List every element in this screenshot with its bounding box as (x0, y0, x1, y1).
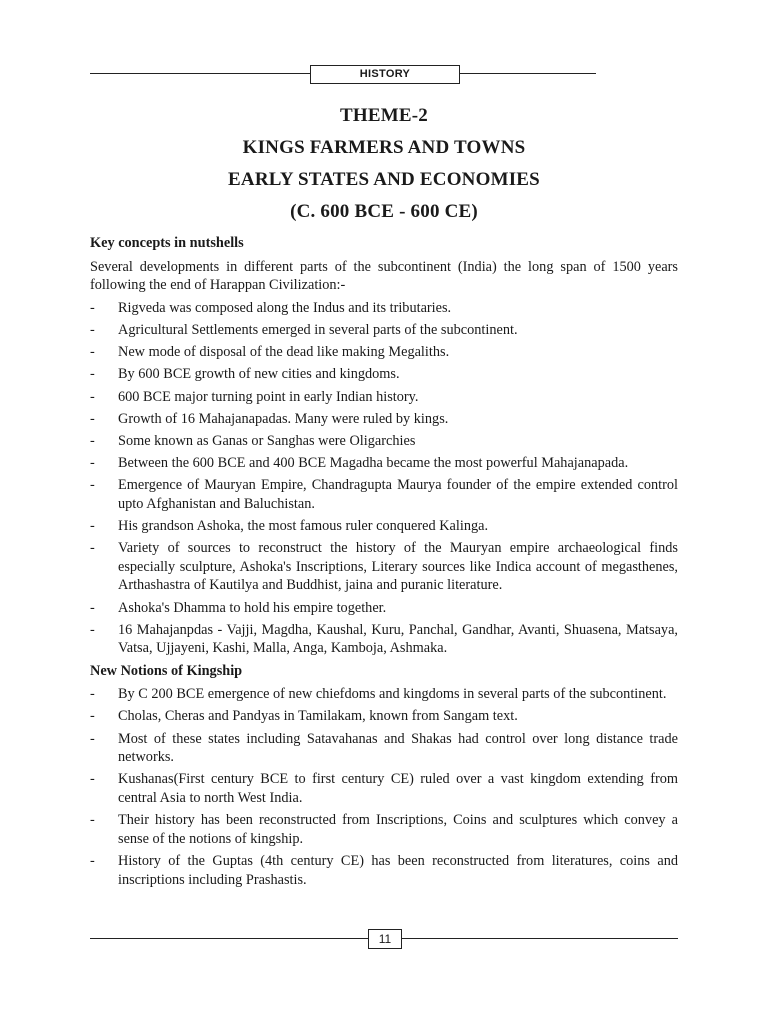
list-item-text: Agricultural Settlements emerged in several parts of the subcontinent. (118, 321, 518, 338)
chapter-subtitle: EARLY STATES AND ECONOMIES (228, 169, 540, 190)
list-item (90, 852, 678, 889)
list-item (90, 730, 678, 767)
list-item (90, 410, 678, 429)
key-concepts-list (90, 299, 678, 658)
list-item-text: History of the Guptas (4th century CE) has been reconstructed from literatures, coins and inscriptions including Prashastis. (118, 852, 678, 888)
list-item-text: Ashoka's Dhamma to hold his empire together. (118, 599, 387, 616)
list-item (90, 517, 678, 536)
dash-bullet: - (90, 540, 95, 557)
dash-bullet: - (90, 771, 95, 788)
dash-bullet: - (90, 730, 95, 747)
running-header (90, 63, 596, 85)
dash-bullet: - (90, 432, 95, 449)
list-item-text: Cholas, Cheras and Pandyas in Tamilakam, known from Sangam text. (118, 708, 518, 725)
list-item (90, 770, 678, 807)
theme-title: THEME-2 (340, 105, 428, 126)
list-item-text: Growth of 16 Mahajanapadas. Many were ruled by kings. (118, 410, 449, 427)
dash-bullet: - (90, 410, 95, 427)
list-item (90, 539, 678, 595)
period-title: (C. 600 BCE - 600 CE) (290, 201, 478, 222)
list-item (90, 365, 678, 384)
list-item (90, 454, 678, 473)
intro-paragraph: Several developments in different parts of the subcontinent (India) the long span of 1500 years following the end of Harappan Civilization:- (90, 258, 678, 294)
dash-bullet: - (90, 388, 95, 405)
list-item (90, 388, 678, 407)
dash-bullet: - (90, 812, 95, 829)
dash-bullet: - (90, 686, 95, 703)
list-item (90, 621, 678, 658)
title-block (0, 100, 768, 228)
list-item-text: By C 200 BCE emergence of new chiefdoms and kingdoms in several parts of the subcontinent. (118, 686, 667, 703)
list-item-text: Variety of sources to reconstruct the history of the Mauryan empire archaeological finds especially sculpture, Ashoka's Inscriptions, Literary sources like Indica account of megasthenes, Arthashastra of Kautilya and Buddhist, jaina and puranic literature. (118, 540, 678, 594)
list-item-text: Emergence of Mauryan Empire, Chandragupta Maurya founder of the empire extended control upto Afghanistan and Baluchistan. (118, 477, 678, 512)
dash-bullet: - (90, 708, 95, 725)
page-number: 11 (368, 929, 402, 949)
main-content (90, 234, 678, 893)
list-item (90, 299, 678, 318)
page-footer (90, 928, 678, 950)
list-item-text: Kushanas(First century BCE to first century CE) ruled over a vast kingdom extending from central Asia to north West India. (118, 771, 678, 806)
dash-bullet: - (90, 621, 95, 638)
dash-bullet: - (90, 518, 95, 535)
list-item (90, 321, 678, 340)
list-item-text: 16 Mahajanpdas - Vajji, Magdha, Kaushal, Kuru, Panchal, Gandhar, Avanti, Shuasena, Matsaya, Vatsa, Ujjayeni, Kashi, Malla, Anga, Kamboja, Ashmaka. (118, 621, 678, 657)
section-heading-key-concepts: Key concepts in nutshells (90, 235, 244, 251)
dash-bullet: - (90, 321, 95, 338)
list-item (90, 343, 678, 362)
dash-bullet: - (90, 299, 95, 316)
dash-bullet: - (90, 599, 95, 616)
dash-bullet: - (90, 344, 95, 361)
list-item (90, 685, 678, 704)
list-item (90, 432, 678, 451)
dash-bullet: - (90, 455, 95, 472)
list-item-text: New mode of disposal of the dead like making Megaliths. (118, 344, 450, 361)
list-item-text: 600 BCE major turning point in early Indian history. (118, 388, 419, 405)
list-item-text: Some known as Ganas or Sanghas were Oligarchies (118, 432, 416, 449)
list-item (90, 707, 678, 726)
list-item (90, 811, 678, 848)
list-item-text: Their history has been reconstructed from Inscriptions, Coins and sculptures which convey a sense of the notions of kingship. (118, 812, 678, 847)
list-item-text: His grandson Ashoka, the most famous ruler conquered Kalinga. (118, 518, 489, 535)
list-item-text: By 600 BCE growth of new cities and kingdoms. (118, 366, 400, 383)
list-item (90, 476, 678, 513)
chapter-title: KINGS FARMERS AND TOWNS (242, 137, 526, 158)
list-item-text: Rigveda was composed along the Indus and its tributaries. (118, 299, 452, 316)
list-item (90, 599, 678, 618)
header-label: HISTORY (310, 65, 460, 84)
dash-bullet: - (90, 366, 95, 383)
kingship-list (90, 685, 678, 889)
list-item-text: Most of these states including Satavahanas and Shakas had control over long distance trade networks. (118, 730, 678, 766)
section-heading-kingship: New Notions of Kingship (90, 662, 243, 679)
dash-bullet: - (90, 852, 95, 869)
list-item-text: Between the 600 BCE and 400 BCE Magadha became the most powerful Mahajanapada. (118, 455, 629, 472)
dash-bullet: - (90, 477, 95, 494)
